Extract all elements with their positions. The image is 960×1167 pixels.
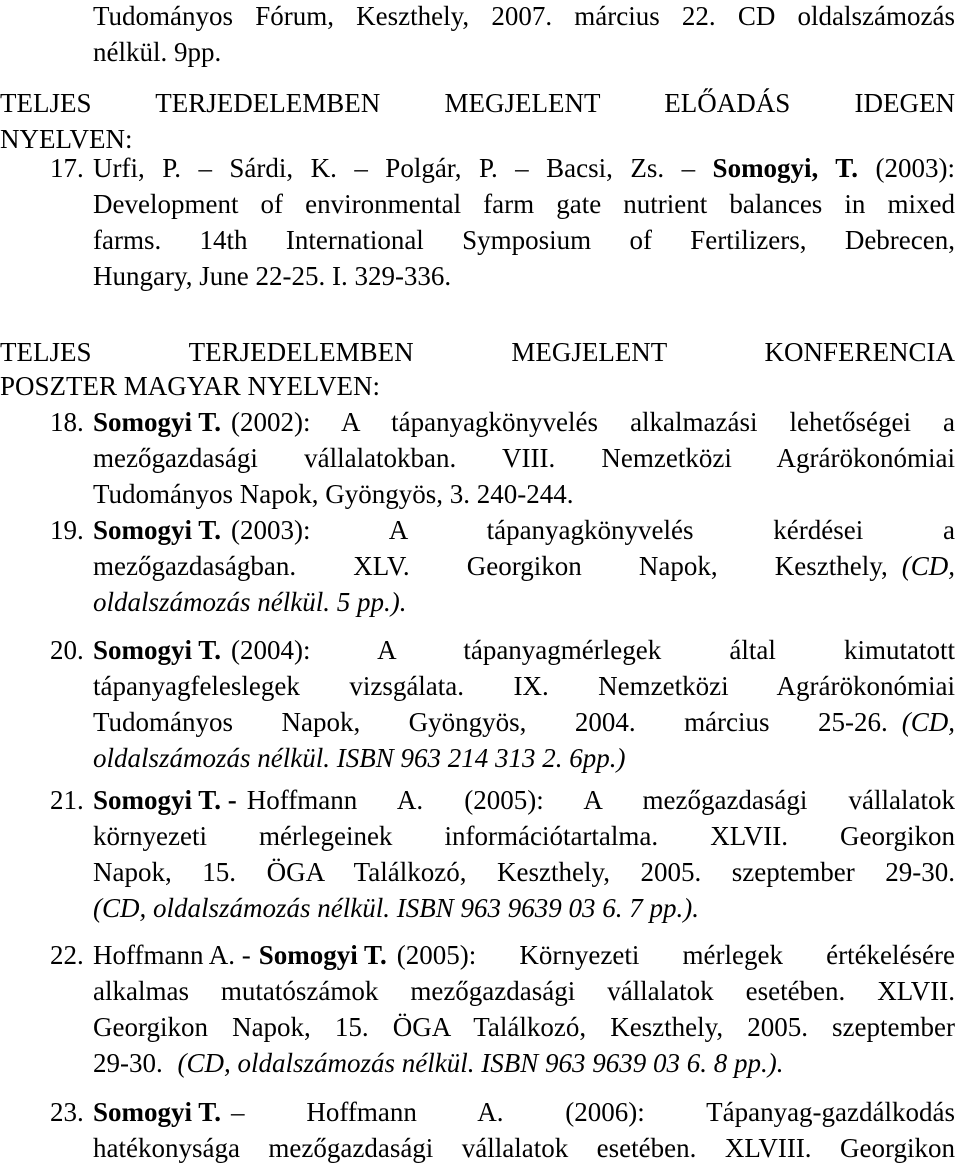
entry-20-line-1: Somogyi T. (2004): A tápanyagmérlegek által kimutatott — [93, 632, 955, 668]
section-heading-foreign: TELJES TERJEDELEMBEN MEGJELENT ELŐADÁS IDEGEN — [0, 88, 955, 118]
entry-18-line-2: mezőgazdasági vállalatokban. VIII. Nemzetközi Agrárökonómiai — [93, 443, 955, 473]
entry-18-line-3: Tudományos Napok, Gyöngyös, 3. 240-244. — [93, 479, 574, 509]
entry-23-line-2: hatékonysága mezőgazdasági vállalatok esetében. XLVIII. Georgikon — [93, 1133, 955, 1163]
entry-author: Somogyi, T. — [712, 153, 859, 183]
entry-17-line-2: Development of environmental farm gate nutrient balances in mixed — [93, 189, 955, 219]
intro-line-1: Tudományos Fórum, Keszthely, 2007. március 22. CD oldalszámozás — [93, 1, 955, 31]
entry-17-line-1: Urfi, P. – Sárdi, K. – Polgár, P. – Bacsi, Zs. – Somogyi, T. (2003): — [93, 153, 955, 183]
entry-21-line-2: környezeti mérlegeinek információtartalma. XLVII. Georgikon — [93, 821, 955, 851]
entry-17-line-3: farms. 14th International Symposium of Fertilizers, Debrecen, — [93, 225, 955, 255]
entry-19-line-2: mezőgazdaságban. XLV. Georgikon Napok, Keszthely, (CD, — [93, 551, 955, 581]
entry-author: Somogyi T. - — [93, 785, 237, 815]
entry-22-line-1: Hoffmann A. - Somogyi T. (2005): Környezeti mérlegek értékelésére — [93, 937, 955, 973]
entry-number: 18. — [50, 407, 84, 437]
entry-number: 17. — [50, 153, 84, 183]
entry-number: 19. — [50, 515, 84, 545]
entry-author: Somogyi T. — [93, 407, 222, 437]
entry-author: Somogyi T. — [258, 940, 387, 970]
entry-22-line-3: Georgikon Napok, 15. ÖGA Találkozó, Keszthely, 2005. szeptember — [93, 1012, 955, 1042]
entry-19-line-3: oldalszámozás nélkül. 5 pp.). — [93, 587, 407, 617]
entry-22-line-2: alkalmas mutatószámok mezőgazdasági vállalatok esetében. XLVII. — [93, 976, 955, 1006]
section-heading-foreign-2: NYELVEN: — [0, 124, 133, 154]
entry-number: 20. — [50, 635, 84, 665]
entry-21-line-4: (CD, oldalszámozás nélkül. ISBN 963 9639 03 6. 7 pp.). — [93, 893, 699, 923]
entry-18-line-1: Somogyi T. (2002): A tápanyagkönyvelés alkalmazási lehetőségei a — [93, 404, 955, 440]
entry-19-line-1: Somogyi T. (2003): A tápanyagkönyvelés kérdései a — [93, 512, 955, 548]
intro-line-2: nélkül. 9pp. — [93, 37, 222, 67]
section-heading-poster-2: POSZTER MAGYAR NYELVEN: — [0, 371, 381, 401]
entry-number: 21. — [50, 785, 84, 815]
entry-21-line-1: Somogyi T. - Hoffmann A. (2005): A mezőgazdasági vállalatok — [93, 782, 955, 818]
entry-author: Somogyi T. — [93, 515, 222, 545]
entry-author: Somogyi T. — [93, 635, 222, 665]
entry-20-line-4: oldalszámozás nélkül. ISBN 963 214 313 2. 6pp.) — [93, 743, 626, 773]
entry-22-line-4: 29-30. (CD, oldalszámozás nélkül. ISBN 963 9639 03 6. 8 pp.). — [93, 1048, 784, 1078]
entry-17-line-4: Hungary, June 22-25. I. 329-336. — [93, 261, 452, 291]
entry-author: Somogyi T. — [93, 1097, 222, 1127]
entry-20-line-3: Tudományos Napok, Gyöngyös, 2004. március 25-26. (CD, — [93, 707, 955, 737]
entry-number: 23. — [50, 1097, 84, 1127]
entry-20-line-2: tápanyagfeleslegek vizsgálata. IX. Nemzetközi Agrárökonómiai — [93, 671, 955, 701]
entry-23-line-1: Somogyi T. – Hoffmann A. (2006): Tápanyag-gazdálkodás — [93, 1094, 955, 1130]
section-heading-poster: TELJES TERJEDELEMBEN MEGJELENT KONFERENCIA — [0, 337, 955, 367]
entry-number: 22. — [50, 940, 84, 970]
entry-21-line-3: Napok, 15. ÖGA Találkozó, Keszthely, 2005. szeptember 29-30. — [93, 857, 955, 887]
